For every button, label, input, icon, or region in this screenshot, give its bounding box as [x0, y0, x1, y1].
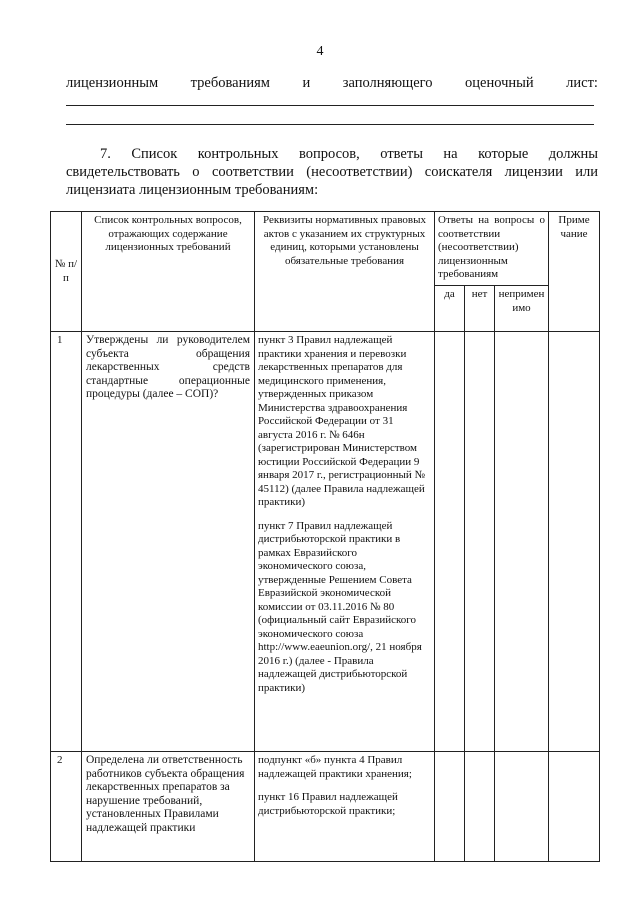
fill-in-rule — [66, 124, 594, 125]
answer-yes-cell[interactable] — [435, 752, 465, 862]
answer-no-cell[interactable] — [465, 752, 495, 862]
header-note: Приме чание — [549, 212, 600, 332]
heading-first-line: 7. Список контрольных вопросов, ответы на которые должны — [100, 146, 598, 162]
note-cell[interactable] — [549, 332, 600, 752]
answer-no-cell[interactable] — [465, 332, 495, 752]
page-number: 4 — [316, 44, 324, 59]
header-not-applicable: неприменимо — [495, 286, 549, 332]
answer-yes-cell[interactable] — [435, 332, 465, 752]
continuation-word: оценочный — [465, 75, 534, 91]
continuation-word: лицензионным — [66, 75, 159, 91]
continuation-line — [66, 75, 598, 92]
row-number: 2 — [51, 752, 82, 862]
header-requisites: Реквизиты нормативных правовых актов с указанием их структурных единиц, которыми установлены обязательные требования — [255, 212, 435, 332]
continuation-word: лист: — [566, 75, 598, 91]
note-cell[interactable] — [549, 752, 600, 862]
continuation-word: и — [302, 75, 311, 91]
checklist-table — [50, 211, 600, 862]
question-text: Определена ли ответственность работников субъекта обращения лекарственных препаратов за нарушение требований, установленных Правилами надлежащей практики — [82, 752, 255, 862]
header-no: нет — [465, 286, 495, 332]
fill-in-rule — [66, 105, 594, 106]
requisite-paragraph: подпункт «б» пункта 4 Правил надлежащей практики хранения; — [258, 754, 412, 780]
requisite-paragraph: пункт 16 Правил надлежащей дистрибьюторской практики; — [258, 791, 398, 817]
row-number: 1 — [51, 332, 82, 752]
header-answers: Ответы на вопросы о соответствии (несоответствии) лицензионным требованиям — [435, 212, 549, 286]
heading-rest: свидетельствовать о соответствии (несоответствии) соискателя лицензии или лицензиата лицензионным требованиям: — [66, 164, 598, 198]
answer-na-cell[interactable] — [495, 752, 549, 862]
requisites-cell — [255, 752, 435, 862]
continuation-word: требованиям — [190, 75, 270, 91]
continuation-word: заполняющего — [342, 75, 433, 91]
table-row — [51, 752, 600, 862]
question-text: Утверждены ли руководителем субъекта обращения лекарственных средств стандартные операционные процедуры (далее – СОП)? — [82, 332, 255, 752]
requisite-paragraph: пункт 3 Правил надлежащей практики хранения и перевозки лекарственных препаратов для медицинского применения, утвержденных приказом Министерства здравоохранения Российской Федерации от 31 августа 2016 г. № 646н (зарегистрирован Министерством юстиции Российской Федерации 9 января 2017 г., регистрационный № 45112) (далее Правила надлежащей практики) — [258, 334, 426, 508]
table-row — [51, 332, 600, 752]
requisites-cell — [255, 332, 435, 752]
header-question: Список контрольных вопросов, отражающих содержание лицензионных требований — [82, 212, 255, 332]
requisite-paragraph: пункт 7 Правил надлежащей дистрибьюторской практики в рамках Евразийского экономического союза, утвержденные Решением Совета Евразийской экономической комиссии от 03.11.2016 № 80 (официальный сайт Евразийского экономического союза http://www.eaeunion.org/, 21 ноября 2016 г.) (далее - Правила надлежащей дистрибьюторской практики) — [258, 519, 422, 694]
header-num: № п/п — [51, 212, 82, 332]
answer-na-cell[interactable] — [495, 332, 549, 752]
header-yes: да — [435, 286, 465, 332]
section-heading — [66, 145, 598, 199]
